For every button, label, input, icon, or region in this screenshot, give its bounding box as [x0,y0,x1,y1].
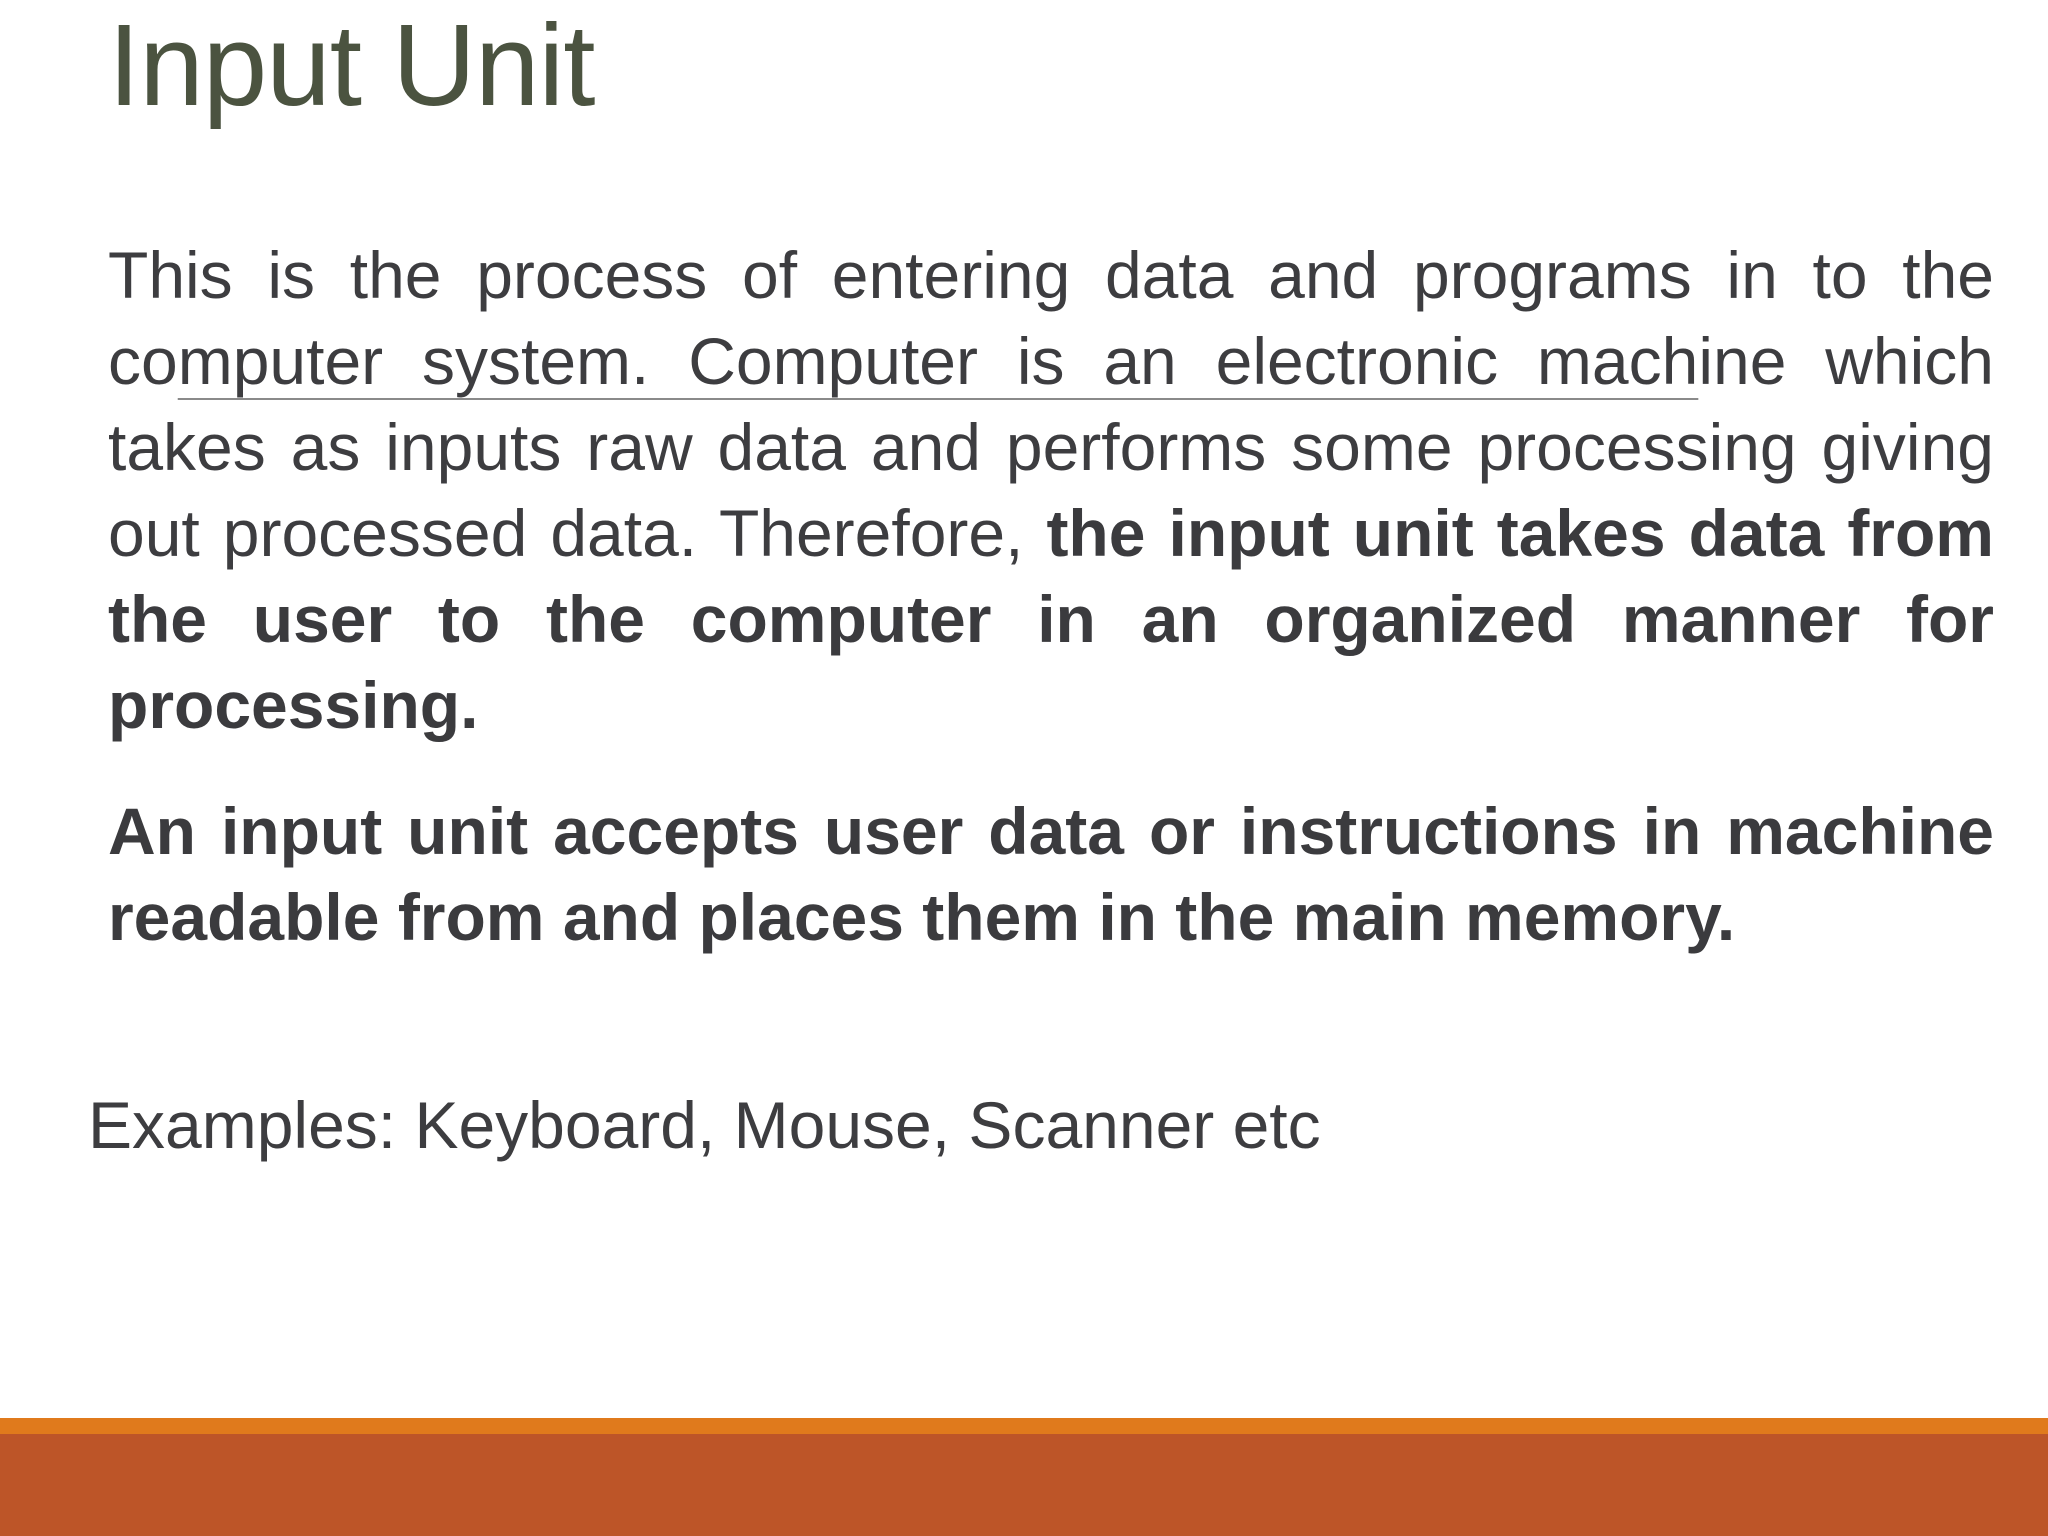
paragraph-input-unit-text: An input unit accepts user data or instructions in machine readable from and places them in the main memory. [108,794,1994,954]
paragraph-definition-bold: the input unit takes data from the user to the computer in an organized manner for processing. [108,496,1994,742]
paragraph-definition [108,232,1994,748]
paragraph-definition-underlined: mputer system. Computer is an electronic mach [177,324,1699,398]
examples-line: Examples: Keyboard, Mouse, Scanner etc [88,1088,1321,1162]
footer-accent-stripe [0,1418,2048,1434]
paragraph-input-unit [108,788,1994,960]
footer-band [0,1434,2048,1536]
slide-body [108,232,1994,960]
slide-title: Input Unit [108,0,595,130]
paragraph-definition-lead: This is the process of entering data and programs in to the co [108,238,1994,398]
paragraph-definition-continued: ine which takes as inputs raw data and performs some processing giving out processed data. Therefore, [108,324,1994,570]
